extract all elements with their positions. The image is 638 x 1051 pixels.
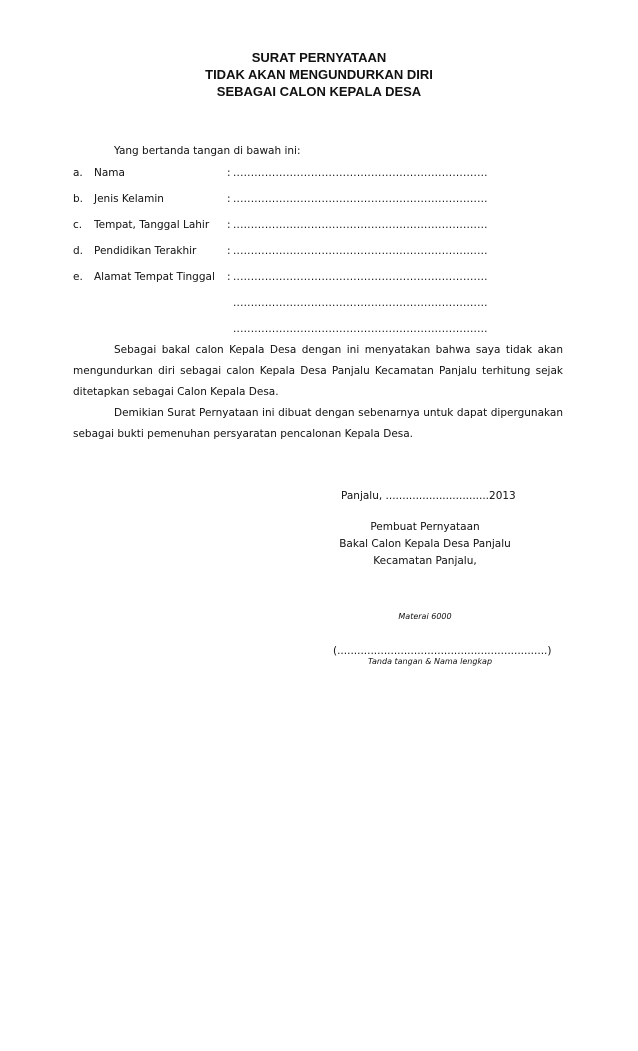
title-line-1: SURAT PERNYATAAN [251, 50, 387, 65]
field-colon: : [227, 271, 231, 283]
field-blank-line: ........................................................................ [233, 271, 488, 283]
district-label: Kecamatan Panjalu, [373, 555, 477, 567]
field-letter: b. [73, 193, 84, 205]
document-title [0, 49, 638, 100]
signature-name-line: (...............................................................) [333, 645, 552, 657]
field-letter: d. [73, 245, 84, 257]
place-date: Panjalu, ...............................2013 [341, 490, 516, 502]
field-colon: : [227, 245, 231, 257]
field-letter: e. [73, 271, 83, 283]
address-blank-line: ........................................................................ [233, 297, 488, 309]
field-label: Tempat, Tanggal Lahir [94, 219, 210, 231]
field-label: Pendidikan Terakhir [94, 245, 197, 257]
field-label: Nama [94, 167, 125, 179]
signature-caption: Tanda tangan & Nama lengkap [367, 657, 493, 666]
field-letter: c. [73, 219, 83, 231]
field-label: Alamat Tempat Tinggal [94, 271, 215, 283]
field-label: Jenis Kelamin [94, 193, 164, 205]
signatory-block [330, 520, 520, 568]
field-blank-line: ........................................................................ [233, 245, 488, 257]
field-letter: a. [73, 167, 83, 179]
closing-text: Demikian Surat Pernyataan ini dibuat dengan sebenarnya untuk dapat dipergunakan sebagai bukti pemenuhan persyaratan pencalonan Kepala Desa. [73, 407, 563, 440]
intro-text: Yang bertanda tangan di bawah ini: [114, 145, 301, 157]
address-blank-line: ........................................................................ [233, 323, 488, 335]
field-blank-line: ........................................................................ [233, 219, 488, 231]
field-blank-line: ........................................................................ [233, 193, 488, 205]
title-line-2: TIDAK AKAN MENGUNDURKAN DIRI [205, 67, 433, 82]
field-colon: : [227, 167, 231, 179]
field-colon: : [227, 193, 231, 205]
maker-label: Pembuat Pernyataan [370, 521, 480, 533]
role-label: Bakal Calon Kepala Desa Panjalu [339, 538, 511, 550]
field-blank-line: ........................................................................ [233, 167, 488, 179]
statement-paragraph [73, 340, 563, 403]
field-colon: : [227, 219, 231, 231]
closing-paragraph [73, 403, 563, 445]
title-line-3: SEBAGAI CALON KEPALA DESA [216, 84, 422, 99]
stamp-label: Materai 6000 [398, 612, 452, 621]
statement-text: Sebagai bakal calon Kepala Desa dengan ini menyatakan bahwa saya tidak akan mengundurkan diri sebagai calon Kepala Desa Panjalu Kecamatan Panjalu terhitung sejak ditetapkan sebagai Calon Kepala Desa. [73, 344, 563, 398]
